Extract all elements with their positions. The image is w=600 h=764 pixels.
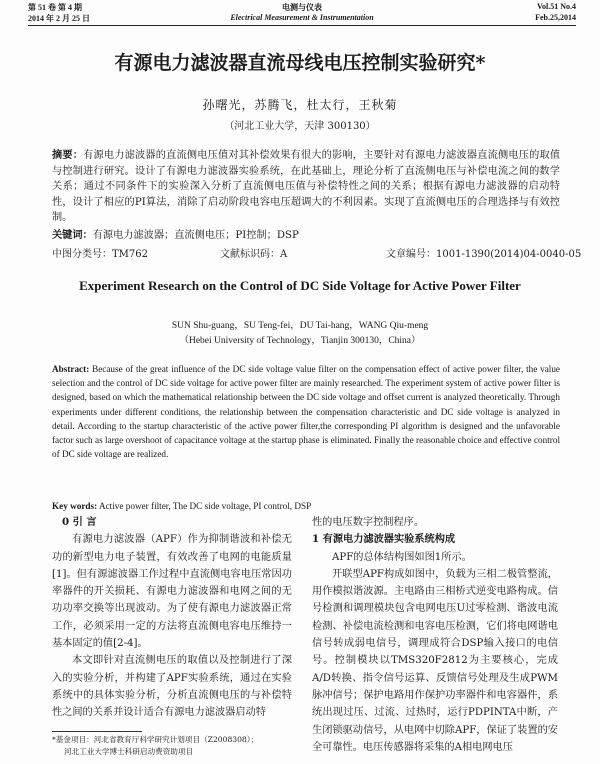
issue-date: 2014 年 2 月 25 日	[28, 14, 90, 23]
abstract-text-en: Because of the great influence of the DC side voltage value filter on the compensation effect of active power filter, the value selection and the control of DC side voltage for active power filter are mainly researched. The experiment system of active power filter is designed, based on which the mathematical relationship between the DC side voltage and offset current is analyzed theoretically. Through experiments under different conditions, the relationship between the compensation characteristic and DC side voltage is analyzed in detail. According to the startup characteristic of the active power filter,the corresponding PI algorithm is designed and the unfavorable factor such as large overshoot of capacitance voltage at the startup phase is eliminated. Finally the reasonable choice and effective control of DC side voltage are realized.	[52, 364, 560, 460]
paper-title-en: Experiment Research on the Control of DC Side Voltage for Active Power Filter	[79, 278, 521, 293]
clc-number: 中图分类号：TM762	[52, 249, 148, 260]
right-column-continuation: 性的电压数字控制程序。	[312, 517, 425, 528]
affiliation-en: （Hebei University of Technology，Tianjin 300130，China）	[179, 336, 421, 346]
right-column	[312, 514, 558, 756]
abstract-cn	[52, 148, 560, 226]
journal-name-en: Electrical Measurement & Instrumentation	[230, 13, 374, 22]
abstract-en	[52, 362, 560, 461]
running-header	[28, 2, 576, 24]
keywords-text-cn: 有源电力滤波器；直流侧电压；PI控制；DSP	[92, 230, 299, 241]
volume-issue-en: Vol.51 No.4	[536, 2, 576, 11]
affiliation-cn: （河北工业大学，天津 300130）	[224, 121, 376, 132]
footnote-line-1: *基金项目：河北省教育厅科学研究计划项目（Z2008308）；	[52, 735, 259, 744]
abstract-text-cn: 有源电力滤波器的直流侧电压值对其补偿效果有很大的影响，主要针对有源电力滤波器直流侧电压的取值与控制进行研究。设计了有源电力滤波器实验系统，在此基础上，理论分析了直流侧电压与补偿电流之间的数学关系；通过不同条件下的实验深入分析了直流侧电压值与补偿特性之间的关系；根据有源电力滤波器的启动特性，设计了相应的PI算法，消除了启动阶段电容电压超调大的不利因素。实现了直流侧电压的合理选择与有效控制。	[52, 150, 561, 224]
footnote-line-2: 河北工业大学博士科研启动费资助项目	[64, 747, 194, 756]
paper-title-cn: 有源电力滤波器直流母线电压控制实验研究*	[114, 52, 486, 74]
authors-cn: 孙曙光，苏腾飞，杜太行，王秋菊	[202, 98, 398, 112]
intro-paragraph-2: 本文即针对直流侧电压的取值以及控制进行了深入的实验分析，并构建了APF实验系统，通过在实验系统中的具体实验分析，分析直流侧电压的与补偿特性之间的关系并设计适合有源电力滤波器启动特	[52, 655, 292, 719]
header-rule	[28, 25, 576, 26]
journal-name-cn: 电测与仪表	[282, 3, 322, 12]
authors-en: SUN Shu-guang，SU Teng-fei，DU Tai-hang，WANG Qiu-meng	[171, 321, 429, 331]
volume-issue: 第 51 卷 第 4 期	[28, 3, 82, 12]
keywords-label-en: Key words:	[52, 501, 98, 511]
section-0-heading: 0 引 言	[62, 516, 97, 528]
intro-paragraph-1: 有源电力滤波器（APF）作为抑制谐波和补偿无功的新型电力电子装置，有效改善了电网的电能质量[1]。但有源滤波器工作过程中直流侧电容电压常因功率器件的开关损耗、有源电力滤波器和电网之间的无功功率交换等出现波动。为了使有源电力滤波器正常工作，必须采用一定的方法将直流侧电容电压维持一基本固定的值[2-4]。	[52, 534, 292, 650]
keywords-label-cn: 关键词：	[52, 229, 93, 241]
section-1-heading: 1 有源电力滤波器实验系统构成	[312, 533, 456, 546]
keywords-text-en: Active power filter, The DC side voltage, PI control, DSP	[98, 501, 312, 511]
keywords-cn	[52, 228, 560, 244]
article-number: 文章编号：1001-1390(2014)04-0040-05	[386, 249, 582, 260]
section-1-paragraph-2: 开联型APF构成如图中，负载为三相二极管整流，用作模拟谐波源。主电路由三相桥式逆变电路构成。信号检测和调理模块包含电网电压U过零检测、谐波电流检测、补偿电流检测和电容电压检测，它们将电网谐电信号转成弱电信号，调理成符合DSP输入接口的电信号。控制模块以TMS320F2812为主要核心，完成A/D转换、指令信号运算、反馈信号处理及生成PWM脉冲信号；保护电路用作保护功率器件和电容器件，系统出现过压、过流、过热时，运行PDPINTA中断，产生闭锁驱动信号，从电网中切除APF，保证了装置的安全可靠性。电压传感器将采集的A相电网电压	[312, 568, 558, 753]
footnote-rule	[52, 731, 142, 732]
issue-date-en: Feb.25,2014	[535, 13, 576, 22]
abstract-label-en: Abstract:	[52, 364, 90, 374]
section-1-paragraph-1: APF的总体结构图如图1所示。	[332, 551, 472, 563]
document-code: 文献标识码：A	[220, 249, 288, 260]
left-column	[52, 514, 292, 722]
keywords-en	[52, 499, 560, 513]
abstract-label-cn: 摘要：	[52, 149, 84, 161]
